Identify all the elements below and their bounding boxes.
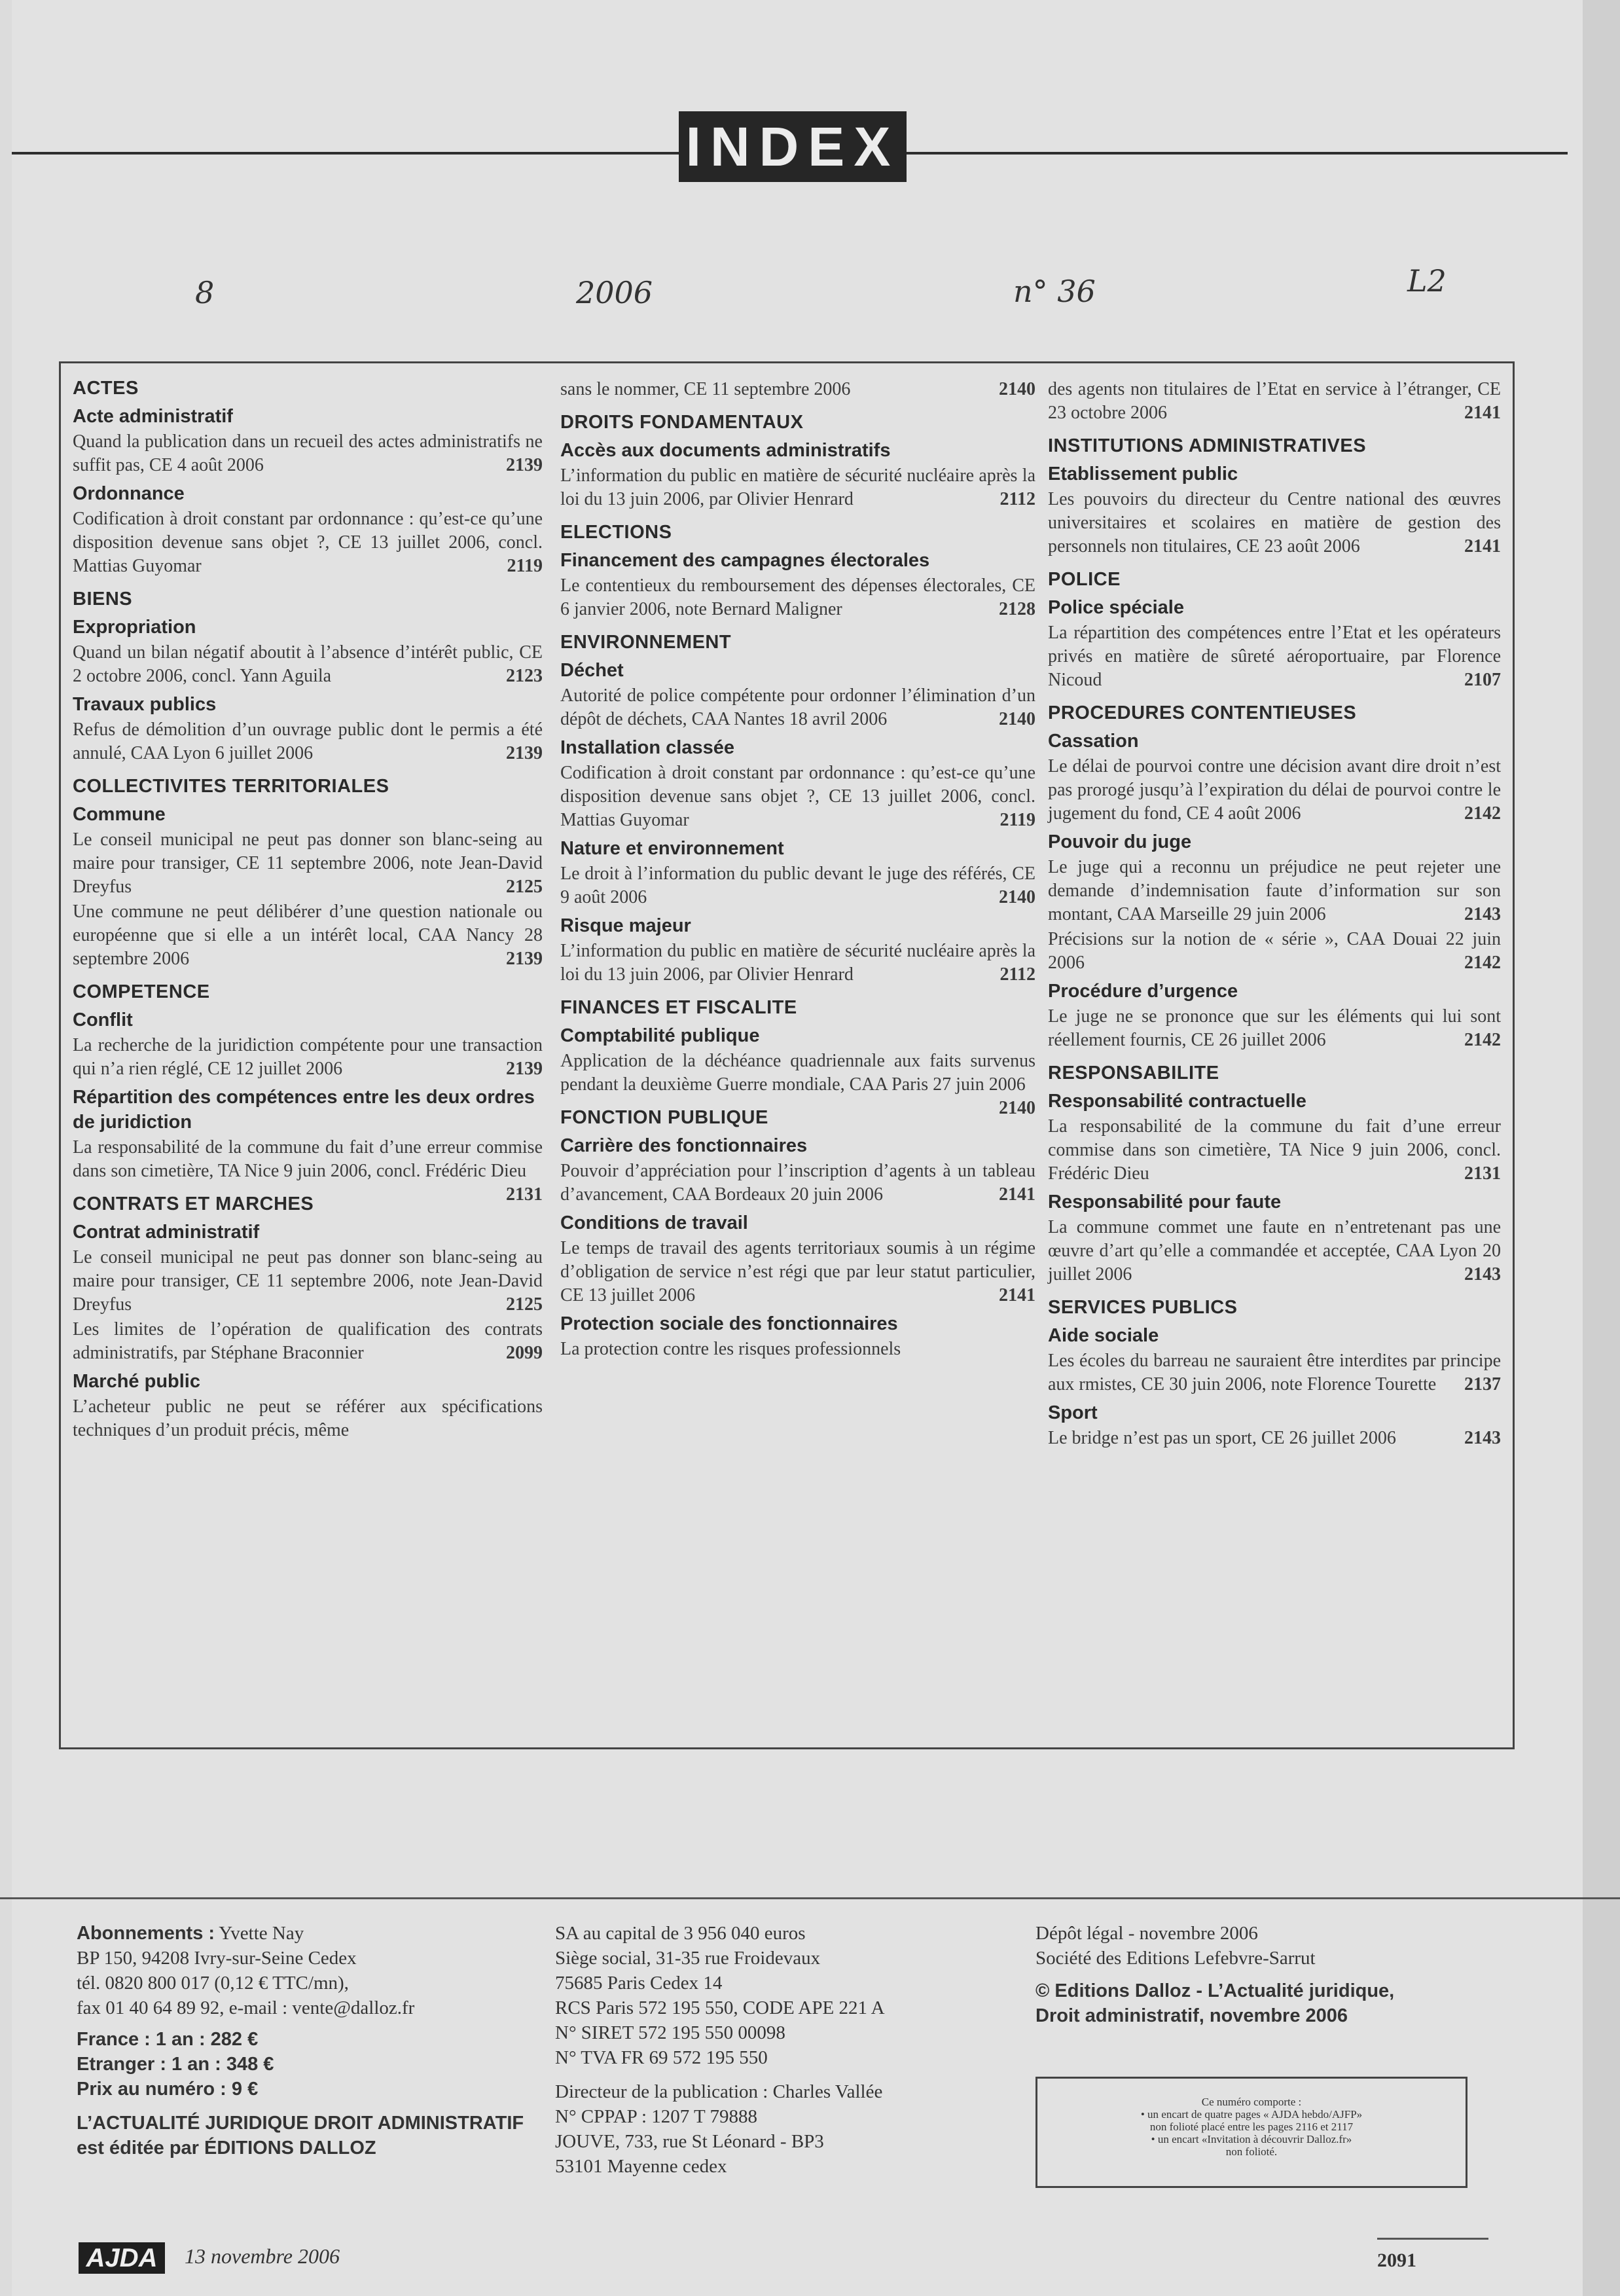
index-entry — [1048, 928, 1501, 975]
footer-company — [555, 1921, 1013, 2179]
handwritten-note-number: n° 36 — [1013, 274, 1096, 309]
entry-text: L’information du public en matière de sécurité nucléaire après la loi du 13 juin 2006, par Olivier Henrard — [560, 465, 1035, 509]
footer-line: JOUVE, 733, rue St Léonard - BP3 — [555, 2131, 824, 2152]
entry-text: Le droit à l’information du public devant le juge des référés, CE 9 août 2006 — [560, 864, 1035, 907]
entry-page-number: 2142 — [1464, 1030, 1501, 1050]
publisher-line: est éditée par ÉDITIONS DALLOZ — [77, 2138, 376, 2159]
price-france: France : 1 an : 282 € — [77, 2029, 259, 2050]
index-entry — [73, 507, 543, 578]
category-heading: COMPETENCE — [73, 981, 210, 1002]
footer-line: fax 01 40 64 89 92, e-mail : vente@dalloz.fr — [77, 1997, 415, 2018]
category-heading: INSTITUTIONS ADMINISTRATIVES — [1048, 435, 1367, 456]
subcategory-heading: Procédure d’urgence — [1048, 981, 1238, 1002]
subcategory-heading: Etablissement public — [1048, 464, 1238, 484]
index-entry — [1048, 1427, 1501, 1450]
subcategory-heading: Marché public — [73, 1371, 200, 1392]
index-entry — [73, 1395, 543, 1442]
handwritten-note-year: 2006 — [576, 275, 653, 310]
entry-page-number: 2140 — [999, 379, 1035, 399]
subcategory-heading: Risque majeur — [560, 915, 691, 936]
subcategory-heading: Expropriation — [73, 617, 196, 638]
insert-line: non folioté. — [1225, 2145, 1278, 2158]
journal-logo: AJDA — [79, 2242, 165, 2274]
category-heading: SERVICES PUBLICS — [1048, 1297, 1238, 1318]
entry-text: La recherche de la juridiction compétente pour une transaction qui n’a rien réglé, CE 12 juillet 2006 — [73, 1035, 543, 1079]
entry-page-number: 2142 — [1464, 803, 1501, 824]
entry-page-number: 2141 — [1464, 403, 1501, 423]
entry-text: des agents non titulaires de l’Etat en service à l’étranger, CE 23 octobre 2006 — [1048, 379, 1501, 423]
entry-page-number: 2139 — [506, 1059, 543, 1079]
footer-line: 53101 Mayenne cedex — [555, 2156, 727, 2177]
index-entry — [560, 1159, 1035, 1207]
index-entry — [73, 828, 543, 899]
category-heading: CONTRATS ET MARCHES — [73, 1194, 314, 1214]
subcategory-heading: Police spéciale — [1048, 597, 1184, 618]
entry-page-number: 2140 — [999, 1098, 1035, 1118]
subcategory-heading: Acte administratif — [73, 406, 233, 427]
category-heading: FINANCES ET FISCALITE — [560, 997, 797, 1018]
subcategory-heading: Responsabilité pour faute — [1048, 1192, 1282, 1212]
insert-line: • un encart de quatre pages « AJDA hebdo/AJFP» — [1140, 2108, 1363, 2121]
subcategory-heading: Conflit — [73, 1010, 133, 1030]
index-entry — [73, 1034, 543, 1081]
entry-text: Le conseil municipal ne peut pas donner son blanc-seing au maire pour transiger, CE 11 septembre 2006, note Jean-David Dreyfus — [73, 829, 543, 897]
index-entry — [560, 761, 1035, 832]
price-etranger: Etranger : 1 an : 348 € — [77, 2054, 274, 2075]
index-entry — [1048, 1349, 1501, 1396]
category-heading: BIENS — [73, 589, 133, 610]
category-heading: POLICE — [1048, 569, 1121, 590]
entry-page-number: 2143 — [1464, 1264, 1501, 1285]
subcategory-heading: Protection sociale des fonctionnaires — [560, 1313, 898, 1334]
index-entry — [560, 1338, 1035, 1361]
insert-line: • un encart «Invitation à découvrir Dalloz.fr» — [1151, 2133, 1352, 2145]
index-entry — [73, 1318, 543, 1365]
index-entry — [73, 641, 543, 688]
issue-date: 13 novembre 2006 — [185, 2244, 340, 2268]
entry-text: La responsabilité de la commune du fait d’une erreur commise dans son cimetière, TA Nice 9 juin 2006, concl. Frédéric Dieu — [1048, 1116, 1501, 1184]
page-number: 2091 — [1377, 2250, 1416, 2271]
entry-text: Refus de démolition d’un ouvrage public dont le permis a été annulé, CAA Lyon 6 juillet 2006 — [73, 720, 543, 763]
insert-line: non folioté placé entre les pages 2116 et 2117 — [1149, 2121, 1354, 2133]
index-entry — [73, 430, 543, 477]
footer-rule — [0, 1897, 1620, 1899]
index-column-2 — [560, 376, 1035, 1361]
index-entry — [560, 574, 1035, 621]
index-entry — [1048, 1216, 1501, 1286]
footer-line: RCS Paris 572 195 550, CODE APE 221 A — [555, 1997, 885, 2018]
entry-page-number: 2125 — [506, 877, 543, 897]
index-entry — [560, 939, 1035, 987]
entry-page-number: 2139 — [506, 743, 543, 763]
footer-subscriptions — [77, 1921, 535, 2160]
entry-text: Quand un bilan négatif aboutit à l’absence d’intérêt public, CE 2 octobre 2006, concl. Yann Aguila — [73, 642, 543, 686]
entry-text: La responsabilité de la commune du fait d’une erreur commise dans son cimetière, TA Nice 9 juin 2006, concl. Frédéric Dieu — [73, 1137, 543, 1181]
handwritten-note-left: 8 — [195, 275, 215, 310]
footer-line: N° TVA FR 69 572 195 550 — [555, 2047, 768, 2068]
subcategory-heading: Ordonnance — [73, 483, 185, 504]
category-heading: ENVIRONNEMENT — [560, 632, 732, 653]
index-box — [59, 361, 1515, 1749]
subcategory-heading: Responsabilité contractuelle — [1048, 1091, 1306, 1112]
index-entry — [1048, 378, 1501, 425]
entry-text: Les limites de l’opération de qualification des contrats administratifs, par Stéphane Braconnier — [73, 1319, 543, 1363]
price-issue: Prix au numéro : 9 € — [77, 2079, 259, 2100]
index-entry — [1048, 1005, 1501, 1052]
category-heading: COLLECTIVITES TERRITORIALES — [73, 776, 389, 797]
entry-page-number: 2128 — [999, 599, 1035, 619]
category-heading: FONCTION PUBLIQUE — [560, 1107, 768, 1128]
category-heading: PROCEDURES CONTENTIEUSES — [1048, 702, 1357, 723]
entry-page-number: 2119 — [507, 556, 543, 576]
entry-text: Le temps de travail des agents territoriaux soumis à un régime d’obligation de service n’est régi que par leur statut particulier, CE 13 juillet 2006 — [560, 1238, 1035, 1305]
insert-notice — [1035, 2077, 1467, 2188]
entry-page-number: 2140 — [999, 709, 1035, 729]
subcategory-heading: Déchet — [560, 660, 624, 681]
entry-page-number: 2143 — [1464, 1428, 1501, 1448]
index-entry — [1048, 856, 1501, 926]
entry-text: L’information du public en matière de sécurité nucléaire après la loi du 13 juin 2006, par Olivier Henrard — [560, 941, 1035, 985]
entry-text: Le délai de pourvoi contre une décision avant dire droit n’est pas prorogé jusqu’à l’expiration du délai de pourvoi contre le jugement du fond, CE 4 août 2006 — [1048, 756, 1501, 824]
insert-line: Ce numéro comporte : — [1201, 2096, 1302, 2108]
entry-text: La protection contre les risques professionnels — [560, 1339, 901, 1359]
index-entry — [560, 862, 1035, 909]
footer-line: N° CPPAP : 1207 T 79888 — [555, 2106, 757, 2127]
subcategory-heading: Accès aux documents administratifs — [560, 440, 891, 461]
entry-text: Une commune ne peut délibérer d’une question nationale ou européenne que si elle a un intérêt local, CAA Nancy 28 septembre 2006 — [73, 902, 543, 969]
copyright-line: Droit administratif, novembre 2006 — [1035, 2005, 1348, 2026]
footer-line: Dépôt légal - novembre 2006 — [1035, 1923, 1258, 1944]
index-column-3 — [1048, 376, 1501, 1450]
entry-text: Pouvoir d’appréciation pour l’inscription d’agents à un tableau d’avancement, CAA Bordeaux 20 juin 2006 — [560, 1161, 1035, 1205]
index-entry — [73, 900, 543, 971]
subcategory-heading: Installation classée — [560, 737, 734, 758]
subcategory-heading: Financement des campagnes électorales — [560, 550, 930, 571]
footer-line: 75685 Paris Cedex 14 — [555, 1973, 723, 1994]
entry-text: L’acheteur public ne peut se référer aux spécifications techniques d’un produit précis, même — [73, 1396, 543, 1440]
entry-page-number: 2107 — [1464, 670, 1501, 690]
index-entry — [560, 378, 1035, 401]
copyright-line: © Editions Dalloz - L’Actualité juridique, — [1035, 1980, 1395, 2001]
entry-text: Application de la déchéance quadriennale aux faits survenus pendant la deuxième Guerre mondiale, CAA Paris 27 juin 2006 — [560, 1051, 1035, 1095]
entry-text: Le bridge n’est pas un sport, CE 26 juillet 2006 — [1048, 1428, 1396, 1448]
footer-line: N° SIRET 572 195 550 00098 — [555, 2022, 785, 2043]
subscriptions-label: Abonnements : — [77, 1923, 215, 1944]
entry-page-number: 2112 — [999, 964, 1035, 985]
index-entry — [1048, 621, 1501, 692]
footer-line: Société des Editions Lefebvre-Sarrut — [1035, 1948, 1316, 1969]
entry-page-number: 2139 — [506, 455, 543, 475]
publisher-line: L’ACTUALITÉ JURIDIQUE DROIT ADMINISTRATIF — [77, 2113, 524, 2134]
category-heading: ACTES — [73, 378, 139, 399]
handwritten-note-right: L2 — [1407, 263, 1447, 299]
entry-text: Autorité de police compétente pour ordonner l’élimination d’un dépôt de déchets, CAA Nantes 18 avril 2006 — [560, 685, 1035, 729]
entry-text: Précisions sur la notion de « série », CAA Douai 22 juin 2006 — [1048, 929, 1501, 973]
page-edge — [1583, 0, 1620, 2296]
index-entry — [560, 1237, 1035, 1307]
entry-page-number: 2143 — [1464, 904, 1501, 924]
subcategory-heading: Répartition des compétences entre les deux ordres de juridiction — [73, 1087, 535, 1133]
entry-text: Les écoles du barreau ne sauraient être interdites par principe aux rmistes, CE 30 juin 2006, note Florence Tourette — [1048, 1351, 1501, 1394]
subscriptions-contact: Yvette Nay — [219, 1923, 304, 1944]
entry-page-number: 2131 — [506, 1184, 543, 1205]
index-column-1 — [73, 376, 543, 1442]
entry-text: Le juge qui a reconnu un préjudice ne peut rejeter une demande d’indemnisation faute d’information sur son montant, CAA Marseille 29 juin 2006 — [1048, 857, 1501, 924]
subcategory-heading: Commune — [73, 804, 166, 825]
subcategory-heading: Sport — [1048, 1402, 1098, 1423]
entry-text: La répartition des compétences entre l’Etat et les opérateurs privés en matière de sûreté aéroportuaire, par Florence Nicoud — [1048, 623, 1501, 690]
index-entry — [1048, 488, 1501, 558]
entry-text: sans le nommer, CE 11 septembre 2006 — [560, 379, 851, 399]
index-entry — [560, 464, 1035, 511]
subcategory-heading: Comptabilité publique — [560, 1025, 760, 1046]
entry-text: Les pouvoirs du directeur du Centre national des œuvres universitaires et scolaires en matière de gestion des personnels non titulaires, CE 23 août 2006 — [1048, 489, 1501, 556]
entry-text: Le contentieux du remboursement des dépenses électorales, CE 6 janvier 2006, note Bernard Maligner — [560, 575, 1035, 619]
entry-page-number: 2131 — [1464, 1163, 1501, 1184]
subcategory-heading: Pouvoir du juge — [1048, 831, 1192, 852]
index-entry — [1048, 755, 1501, 826]
footer-line: SA au capital de 3 956 040 euros — [555, 1923, 806, 1944]
footer-legal — [1035, 1921, 1533, 2028]
index-entry — [73, 718, 543, 765]
footer-line: Siège social, 31-35 rue Froidevaux — [555, 1948, 821, 1969]
entry-page-number: 2125 — [506, 1294, 543, 1315]
subcategory-heading: Nature et environnement — [560, 838, 784, 859]
entry-text: Codification à droit constant par ordonnance : qu’est-ce qu’une disposition devenue sans objet ?, CE 13 juillet 2006, concl. Mattias Guyomar — [560, 763, 1035, 830]
index-entry — [73, 1246, 543, 1317]
header-rule-left — [12, 152, 679, 155]
entry-page-number: 2139 — [506, 949, 543, 969]
page-title: INDEX — [679, 111, 907, 182]
entry-page-number: 2123 — [506, 666, 543, 686]
footer-line: Directeur de la publication : Charles Vallée — [555, 2081, 883, 2102]
footer-line: tél. 0820 800 017 (0,12 € TTC/mn), — [77, 1973, 349, 1994]
category-heading: DROITS FONDAMENTAUX — [560, 412, 804, 433]
entry-page-number: 2141 — [999, 1285, 1035, 1305]
entry-text: Quand la publication dans un recueil des actes administratifs ne suffit pas, CE 4 août 2006 — [73, 431, 543, 475]
subcategory-heading: Cassation — [1048, 731, 1139, 752]
subcategory-heading: Contrat administratif — [73, 1222, 260, 1243]
entry-page-number: 2119 — [999, 810, 1035, 830]
index-entry — [560, 684, 1035, 731]
index-entry — [1048, 1115, 1501, 1186]
subcategory-heading: Aide sociale — [1048, 1325, 1159, 1346]
entry-page-number: 2142 — [1464, 953, 1501, 973]
entry-page-number: 2141 — [999, 1184, 1035, 1205]
subcategory-heading: Conditions de travail — [560, 1212, 748, 1233]
category-heading: RESPONSABILITE — [1048, 1063, 1219, 1084]
entry-text: Codification à droit constant par ordonnance : qu’est-ce qu’une disposition devenue sans objet ?, CE 13 juillet 2006, concl. Mattias Guyomar — [73, 509, 543, 576]
subcategory-heading: Carrière des fonctionnaires — [560, 1135, 808, 1156]
subcategory-heading: Travaux publics — [73, 694, 217, 715]
entry-text: Le juge ne se prononce que sur les éléments qui lui sont réellement fournis, CE 26 juillet 2006 — [1048, 1006, 1501, 1050]
entry-page-number: 2140 — [999, 887, 1035, 907]
page-number-rule — [1377, 2238, 1488, 2240]
entry-page-number: 2141 — [1464, 536, 1501, 556]
entry-page-number: 2112 — [999, 489, 1035, 509]
category-heading: ELECTIONS — [560, 522, 672, 543]
entry-page-number: 2099 — [506, 1343, 543, 1363]
header-rule-right — [907, 152, 1568, 155]
footer-line: BP 150, 94208 Ivry-sur-Seine Cedex — [77, 1948, 357, 1969]
entry-text: La commune commet une faute en n’entretenant pas une œuvre d’art qu’elle a commandée et acceptée, CAA Lyon 20 juillet 2006 — [1048, 1217, 1501, 1285]
entry-text: Le conseil municipal ne peut pas donner son blanc-seing au maire pour transiger, CE 11 septembre 2006, note Jean-David Dreyfus — [73, 1247, 543, 1315]
entry-page-number: 2137 — [1464, 1374, 1501, 1394]
